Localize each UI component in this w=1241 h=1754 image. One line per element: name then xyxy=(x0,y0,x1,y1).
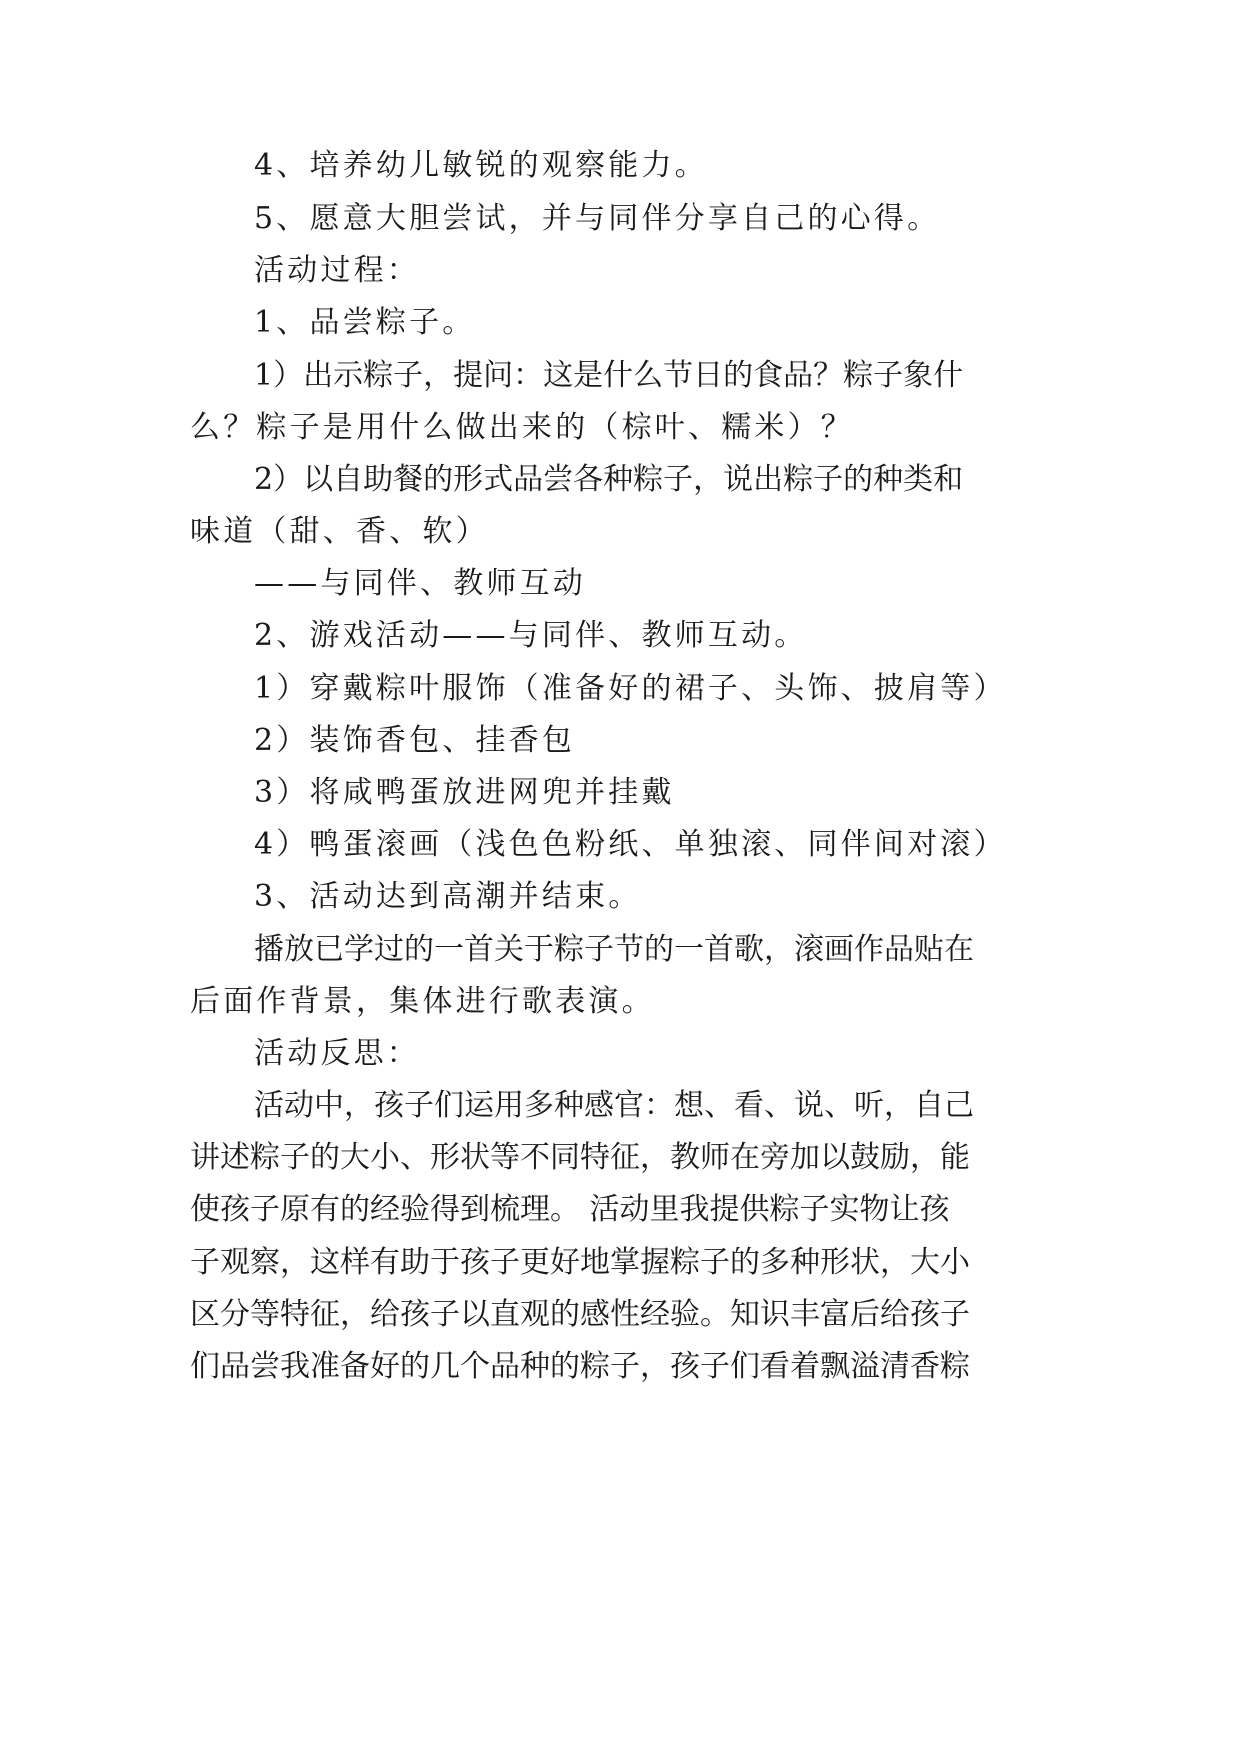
text-line-reflection-3: 使孩子原有的经验得到梳理。 活动里我提供粽子实物让孩 xyxy=(190,1192,950,1227)
text-line-step-2-3: 3）将咸鸭蛋放进网兜并挂戴 xyxy=(254,775,675,810)
text-line-step-3: 3、活动达到高潮并结束。 xyxy=(254,879,642,914)
text-line-step-2-1: 1）穿戴粽叶服饰（准备好的裙子、头饰、披肩等） xyxy=(254,671,1007,706)
text-line-reflection-4: 子观察，这样有助于孩子更好地掌握粽子的多种形状，大小 xyxy=(190,1245,970,1280)
text-line-reflection-1: 活动中，孩子们运用多种感官：想、看、说、听，自己 xyxy=(254,1088,974,1123)
text-line-step-1-1b: 么？粽子是用什么做出来的（棕叶、糯米）？ xyxy=(190,410,854,445)
section-heading-reflection: 活动反思： xyxy=(254,1036,420,1071)
text-line-step-2-2: 2）装饰香包、挂香包 xyxy=(254,723,576,758)
text-line-step-1: 1、品尝粽子。 xyxy=(254,305,476,340)
text-line-objective-5: 5、愿意大胆尝试，并与同伴分享自己的心得。 xyxy=(254,201,941,236)
text-line-step-1-2b: 味道（甜、香、软） xyxy=(190,514,489,549)
text-line-reflection-2: 讲述粽子的大小、形状等不同特征，教师在旁加以鼓励，能 xyxy=(190,1140,970,1175)
text-line-step-3-b: 后面作背景，集体进行歌表演。 xyxy=(190,984,655,1019)
text-line-interaction: ——与同伴、教师互动 xyxy=(254,566,586,601)
text-line-step-3-a: 播放已学过的一首关于粽子节的一首歌，滚画作品贴在 xyxy=(254,932,974,967)
text-line-step-2-4: 4）鸭蛋滚画（浅色色粉纸、单独滚、同伴间对滚） xyxy=(254,827,1007,862)
text-line-step-1-2a: 2）以自助餐的形式品尝各种粽子，说出粽子的种类和 xyxy=(254,462,964,497)
text-line-step-1-1a: 1）出示粽子，提问：这是什么节日的食品？粽子象什 xyxy=(254,358,964,393)
text-line-reflection-5: 区分等特征，给孩子以直观的感性经验。知识丰富后给孩子 xyxy=(190,1297,970,1332)
text-line-objective-4: 4、培养幼儿敏锐的观察能力。 xyxy=(254,148,708,183)
text-line-reflection-6: 们品尝我准备好的几个品种的粽子，孩子们看着飘溢清香粽 xyxy=(190,1349,970,1384)
section-heading-process: 活动过程： xyxy=(254,253,420,288)
text-line-step-2: 2、游戏活动——与同伴、教师互动。 xyxy=(254,618,808,653)
